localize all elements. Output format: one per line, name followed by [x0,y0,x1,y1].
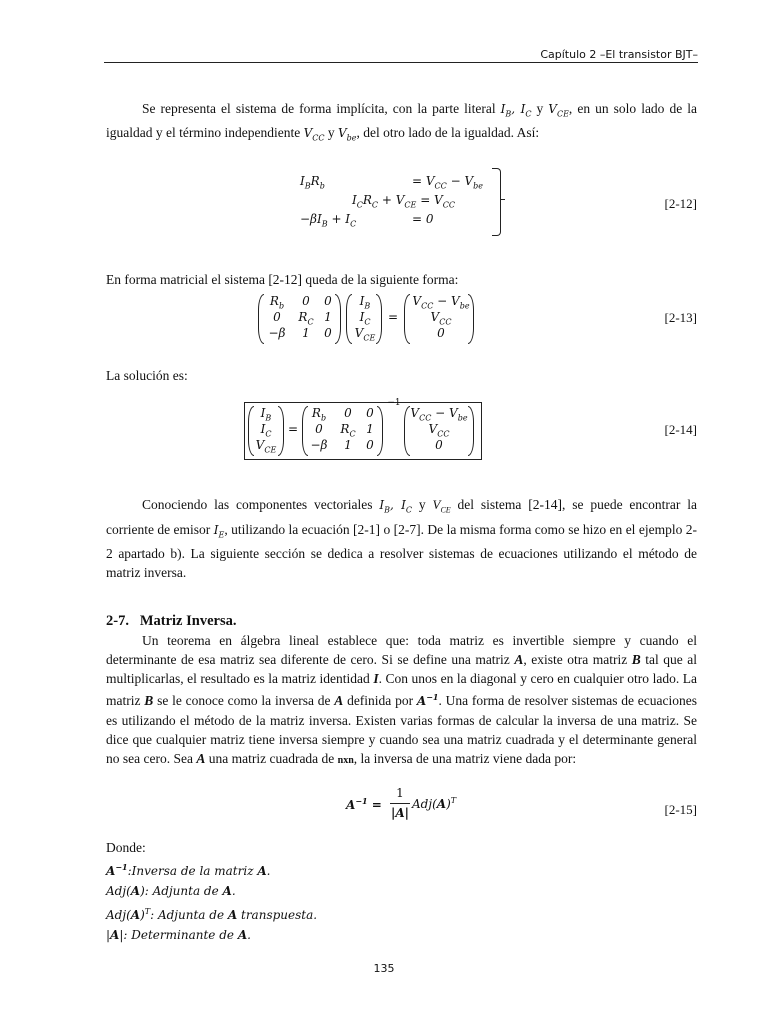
header-rule [104,62,698,63]
equation-2-14: $I_B$ $I_C$ $V_{CE}$ = $R_b$ 0 0 0 $R_C$ 1 −β 1 0 −1 $V_{CC} - V_{be}$ $V_{CC}$ 0 [246,404,478,458]
equation-label-2-12: [2-12] [664,196,697,211]
matrix-intro: En forma matricial el sistema [2-12] queda de la siguiente forma: [106,272,459,287]
definition-item: Adj(A): Adjunta de A. [106,884,236,898]
equation-label-2-15: [2-15] [664,802,697,817]
equation-2-12-brace [492,168,501,236]
equation-label-2-13: [2-13] [664,310,697,325]
paragraph-conociendo: Conociendo las componentes vectoriales $I_B$, $I_C$ y $V_{CE}$ del sistema [2-14], se puede encontrar la corriente de emisor $I_E$, utilizando la ecuación [2-1] o [2-7]. De la misma forma como se hizo en el ejemplo 2-2 apartado b). La siguiente sección se dedica a resolver sistemas de ecuaciones utilizando el método de matriz inversa. [106,497,698,580]
page-number: 135 [373,962,395,975]
equation-2-13: $R_b$ 0 0 0 $R_C$ 1 −β 1 0 $I_B$ $I_C$ $V_{CE}$ = $V_{CC} - V_{be}$ $V_{CC}$ 0 [258,292,478,346]
equation-2-12: $I_BR_b$ = $V_{CC} - V_{be}$ $I_CR_C + V_{CE} = V_{CC}$ $-\beta I_B + I_C$ = 0 [300,174,484,229]
equation-label-2-14: [2-14] [664,422,697,437]
running-header: Capítulo 2 –El transistor BJT– [540,48,698,61]
definition-item: $A^{-1}:Inversa$ de la matriz A. [106,861,271,878]
solution-intro: La solución es: [106,368,188,383]
definition-item: $Adj(A)^T$: Adjunta de A transpuesta. [106,906,318,922]
intro-paragraph: Se representa el sistema de forma implícita, con la parte literal $I_B$, $I_C$ y $V_{CE}$, en un solo lado de la igualdad y el término independiente $V_{CC}$ y $V_{be}$, del otro lado de la igualdad. Así: [106,101,697,143]
definitions-heading: Donde: [106,840,146,855]
definitions-list [106,838,317,946]
section-title: 2-7. Matriz Inversa. [106,613,237,629]
paragraph-teorema: Un teorema en álgebra lineal establece que: toda matriz es invertible siempre y cuando el determinante de esa matriz sea diferente de cero. Si se define una matriz A, existe otra matriz B tal que al multiplicarlas, el resultado es la matriz identidad I. Con unos en la diagonal y cero en cualquier otro lado. La matriz B se le conoce como la inversa de A definida por $A^{-1}$. Una forma de resolver sistemas de ecuaciones es utilizando el método de la matriz inversa. Existen varias formas de calcular la inversa de una matriz. Se dice que cualquier matriz tiene inversa siempre y cuando sea una matriz cuadrada y el determinante general no sea cero. Sea A una matriz cuadrada de nxn, la inversa de una matriz viene dada por: [106,633,697,766]
definition-item: |A|: Determinante de A. [106,928,251,942]
